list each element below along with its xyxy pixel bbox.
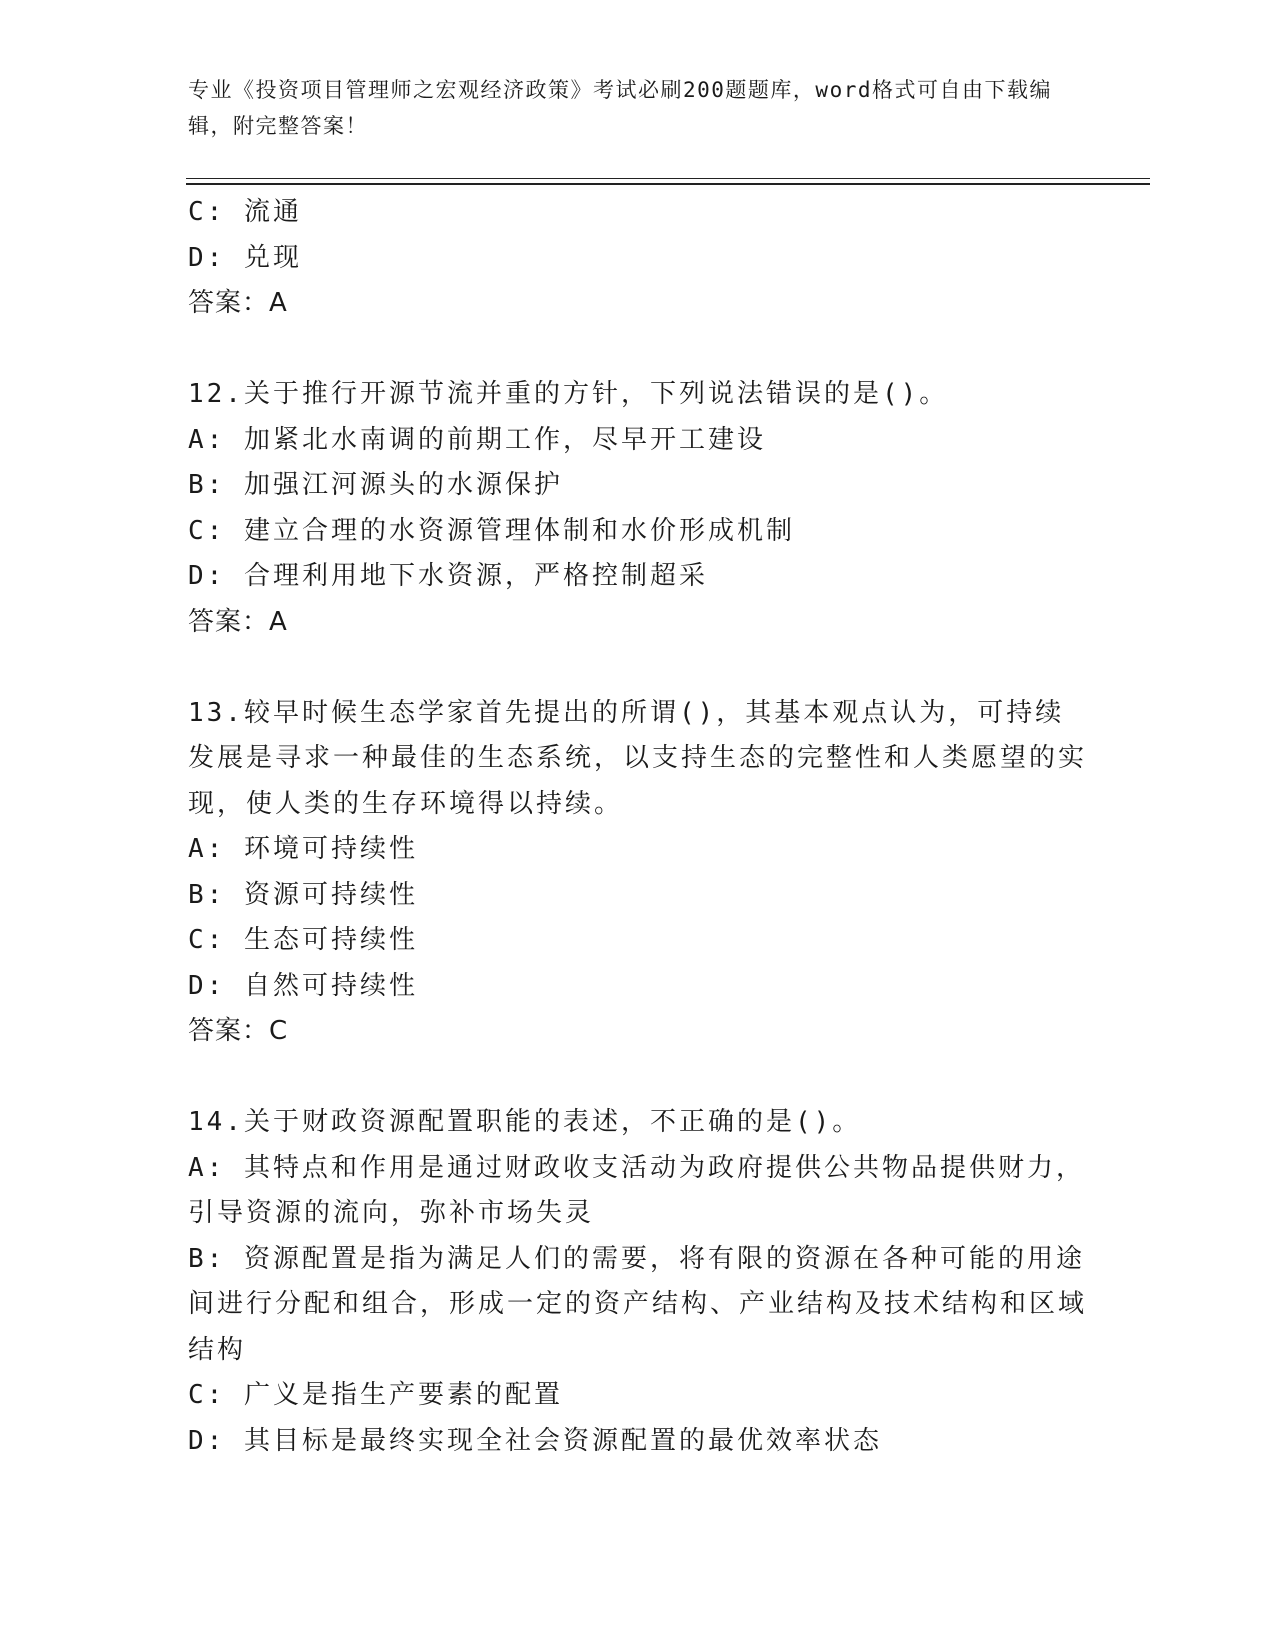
- option-d: D: 自然可持续性: [188, 970, 418, 1001]
- header-rule-thin: [186, 178, 1150, 179]
- question-stem: 12.关于推行开源节流并重的方针，下列说法错误的是()。: [188, 379, 949, 409]
- question-stem: 13.较早时候生态学家首先提出的所谓()，其基本观点认为，可持续发展是寻求一种最佳的生态系统，以支持生态的完整性和人类愿望的实现，使人类的生存环境得以持续。: [188, 697, 1088, 819]
- option-d: D: 合理利用地下水资源，严格控制超采: [188, 561, 708, 591]
- option-a: A: 环境可持续性: [188, 834, 418, 864]
- answer-line: 答案：A: [188, 288, 288, 318]
- answer-line: 答案：A: [188, 606, 288, 637]
- option-c: C: 广义是指生产要素的配置: [188, 1380, 563, 1410]
- header-rule-thick: [186, 183, 1150, 185]
- option-c: C: 建立合理的水资源管理体制和水价形成机制: [188, 515, 795, 546]
- option-c: C: 流通: [188, 197, 302, 227]
- option-c: C: 生态可持续性: [188, 925, 418, 955]
- option-a: A: 加紧北水南调的前期工作，尽早开工建设: [188, 424, 766, 455]
- question-content: [188, 190, 1088, 1464]
- option-a: A: 其特点和作用是通过财政收支活动为政府提供公共物品提供财力，引导资源的流向，弥补市场失灵: [188, 1152, 1085, 1228]
- option-d: D: 其目标是最终实现全社会资源配置的最优效率状态: [188, 1425, 882, 1456]
- answer-line: 答案：C: [188, 1016, 289, 1046]
- option-d: D: 兑现: [188, 242, 302, 273]
- document-header: 专业《投资项目管理师之宏观经济政策》考试必刷200题题库，word格式可自由下载编辑，附完整答案！: [188, 78, 1052, 138]
- option-b: B: 加强江河源头的水源保护: [188, 470, 563, 500]
- question-stem: 14.关于财政资源配置职能的表述，不正确的是()。: [188, 1107, 862, 1137]
- option-b: B: 资源配置是指为满足人们的需要，将有限的资源在各种可能的用途间进行分配和组合，形成一定的资产结构、产业结构及技术结构和区域结构: [188, 1243, 1088, 1365]
- option-b: B: 资源可持续性: [188, 879, 418, 910]
